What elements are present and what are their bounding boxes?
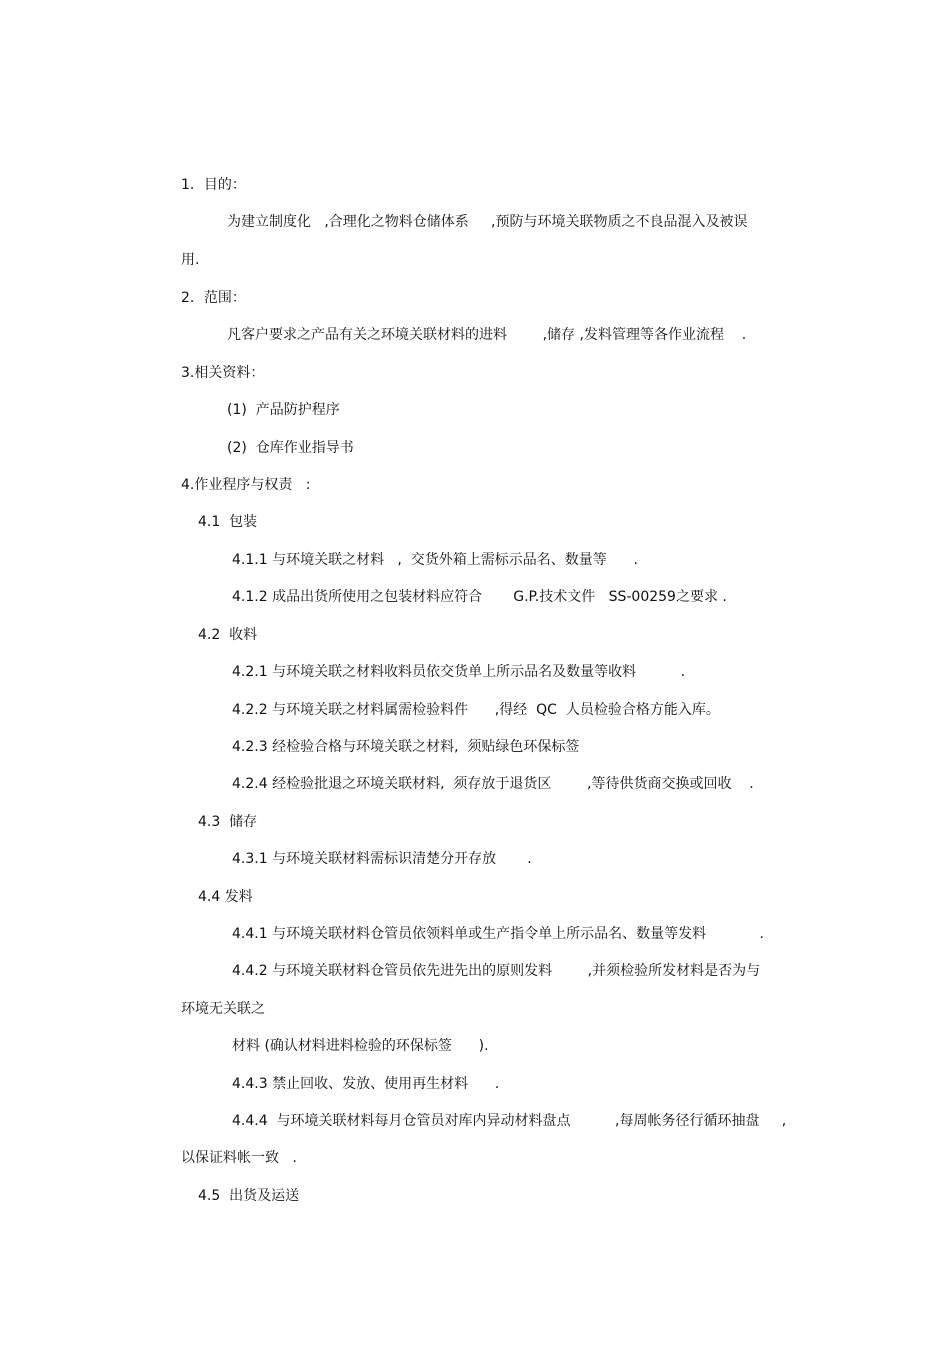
subsection-4-1: 4.1 包装: [198, 514, 258, 530]
section-4-heading: 4.作业程序与权责 :: [181, 477, 311, 493]
clause-4-4-3: 4.4.3 禁止回收、发放、使用再生材料 .: [232, 1076, 500, 1092]
clause-4-4-4: 4.4.4 与环境关联材料每月仓管员对库内异动材料盘点 ,每周帐务径行循环抽盘 ,: [232, 1113, 787, 1129]
subsection-4-2: 4.2 收料: [198, 627, 258, 643]
clause-4-2-1: 4.2.1 与环境关联之材料收料员依交货单上所示品名及数量等收料 .: [232, 664, 686, 680]
clause-4-4-4-cont: 以保证料帐一致 .: [181, 1150, 297, 1166]
subsection-4-4: 4.4 发料: [198, 889, 253, 905]
subsection-4-5: 4.5 出货及运送: [198, 1188, 300, 1204]
purpose-text: 为建立制度化 ,合理化之物料仓储体系 ,预防与环境关联物质之不良品混入及被误: [227, 214, 748, 230]
section-3-heading: 3.相关资料：: [181, 365, 265, 381]
purpose-text-cont: 用.: [181, 252, 200, 268]
section-2-heading: 2．范围：: [181, 290, 246, 306]
clause-4-4-2-cont-2: 材料 (确认材料进料检验的环保标签 ).: [232, 1038, 489, 1054]
subsection-4-3: 4.3 储存: [198, 814, 258, 830]
clause-4-3-1: 4.3.1 与环境关联材料需标识清楚分开存放 .: [232, 851, 532, 867]
section-1-heading: 1．目的：: [181, 177, 246, 193]
clause-4-4-2: 4.4.2 与环境关联材料仓管员依先进先出的原则发料 ,并须检验所发材料是否为与: [232, 963, 761, 979]
clause-4-2-2: 4.2.2 与环境关联之材料属需检验料件 ,得经 QC 人员检验合格方能入库。: [232, 702, 720, 718]
clause-4-4-1: 4.4.1 与环境关联材料仓管员依领料单或生产指令单上所示品名、数量等发料 .: [232, 926, 764, 942]
reference-item-2: (2) 仓库作业指导书: [227, 440, 354, 456]
clause-4-2-3: 4.2.3 经检验合格与环境关联之材料, 须贴绿色环保标签: [232, 739, 580, 755]
clause-4-2-4: 4.2.4 经检验批退之环境关联材料, 须存放于退货区 ,等待供货商交换或回收 .: [232, 776, 754, 792]
clause-4-4-2-cont: 环境无关联之: [181, 1001, 265, 1017]
reference-item-1: (1) 产品防护程序: [227, 402, 340, 418]
clause-4-1-2: 4.1.2 成品出货所使用之包装材料应符合 G.P.技术文件 SS-00259之要求 .: [232, 589, 727, 605]
clause-4-1-1: 4.1.1 与环境关联之材料 , 交货外箱上需标示品名、数量等 .: [232, 552, 638, 568]
scope-text: 凡客户要求之产品有关之环境关联材料的进料 ,储存 ,发料管理等各作业流程 .: [227, 327, 747, 343]
